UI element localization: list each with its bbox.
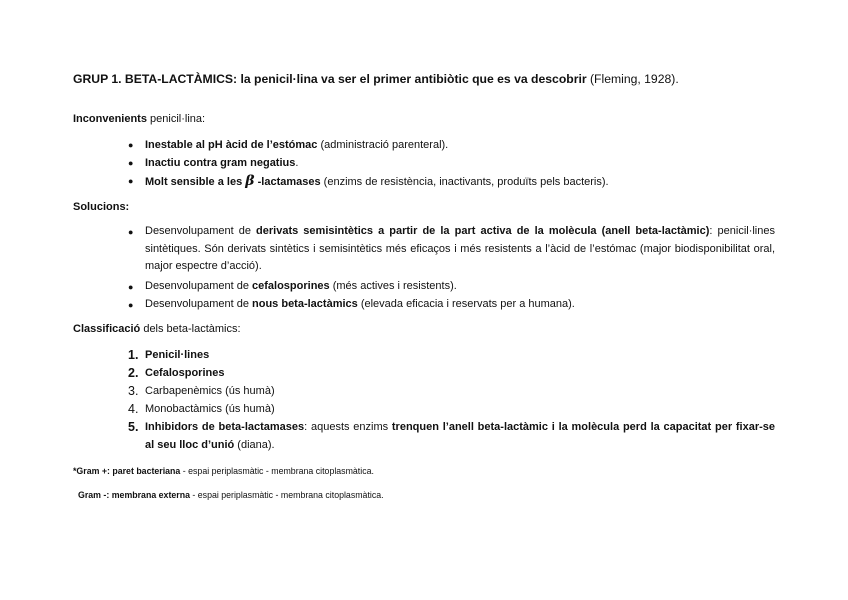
bullet-icon: ● — [128, 227, 134, 237]
solucions-heading: Solucions: — [73, 201, 130, 213]
classificacio-heading: Classificació dels beta-lactàmics: — [73, 323, 241, 335]
solucions-item-1: Desenvolupament de derivats semisintètics a partir de la part activa de la molècula (anell beta-lactàmic): penicil·lines sintètiques. Són derivats sintètics i semisintètics més eficaços i més resistents a l’àcid de l’estómac (major biodisponibilitat oral, major espectre d’acció). — [145, 225, 775, 273]
page-title — [73, 72, 679, 86]
bullet-icon: ● — [128, 282, 134, 292]
bullet-icon: ● — [128, 300, 134, 310]
bullet-icon: ● — [128, 176, 134, 186]
title-bold: GRUP 1. BETA-LACTÀMICS: la penicil·lina va ser el primer antibiòtic que es va descobrir — [73, 72, 587, 86]
solucions-item-2: Desenvolupament de cefalosporines (més actives i resistents). — [145, 280, 457, 292]
solucions-item-3: Desenvolupament de nous beta-lactàmics (elevada eficacia i reservats per a humana). — [145, 298, 575, 310]
document-page: GRUP 1. BETA-LACTÀMICS: la penicil·lina va ser el primer antibiòtic que es va descobrir (Fleming, 1928). Inconvenients penicil·lina: ● Inestable al pH àcid de l’estómac (administració parenteral). ● Inactiu contra gram negatius. ● Molt sensible a les β -lactamases (enzims de resistència, inactivants, produïts pels bacteris). Solucions: ● Desenvolupament de derivats semisintètics a partir de la part activa de la molècula (anell beta-lactàmic): penicil·lines sintètiques. Són derivats sintètics i semisintètics més eficaços i més resistents a l’àcid de l’estómac (major biodisponibilitat oral, major espectre d’acció). ● Desenvolupament de cefalosporines (més actives i resistents). ● Desenvolupament de nous beta-lactàmics (elevada eficacia i reservats per a humana). Classificació dels beta-lactàmics: 1. Penicil·lines 2. Cefalosporines 3. Carbapenèmics (ús humà) 4. Monobactàmics (ús humà) 5. Inhibidors de beta-lactamases: aquests enzims trenquen l’anell beta-lactàmic i la molècula perd la capacitat per fixar-se al seu lloc d’unió (diana). *Gram +: paret bacteriana - espai periplasmàtic - membrana citoplasmàtica. Gram -: membrana externa - espai periplasmàtic - membrana citoplasmàtica. — [73, 72, 775, 500]
bullet-icon: ● — [128, 140, 134, 150]
footnote-gram-positive: *Gram +: paret bacteriana - espai periplasmàtic - membrana citoplasmàtica. — [73, 466, 374, 476]
bullet-icon: ● — [128, 158, 134, 168]
footnote-gram-negative: Gram -: membrana externa - espai periplasmàtic - membrana citoplasmàtica. — [78, 490, 384, 500]
inconvenients-heading: Inconvenients penicil·lina: — [73, 113, 206, 125]
beta-symbol: β — [245, 173, 255, 189]
title-rest: (Fleming, 1928). — [586, 72, 679, 86]
